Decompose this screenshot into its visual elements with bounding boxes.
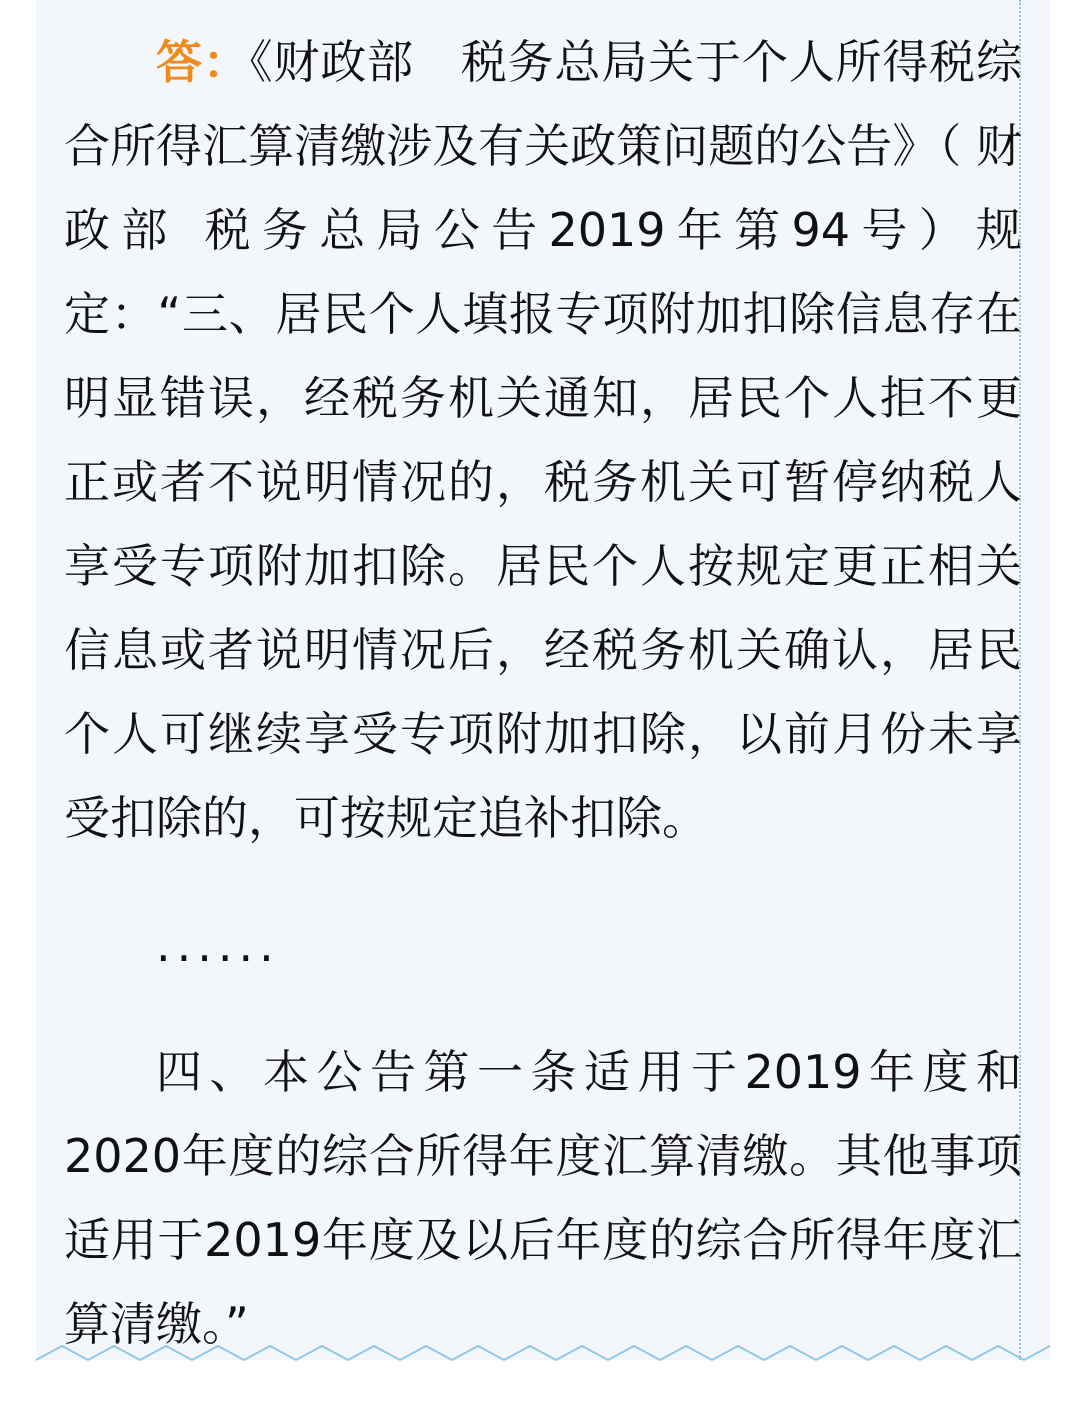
answer-text-block xyxy=(64,20,1022,1366)
answer-paragraph-2: 四、本公告第一条适用于2019年度和2020年度的综合所得年度汇算清缴。其他事项适用于2019年度及以后年度的综合所得年度汇算清缴。” xyxy=(64,1045,1022,1351)
answer-paragraph-1 xyxy=(64,20,1022,860)
wave-divider xyxy=(36,1336,1050,1366)
answer-paragraph-1-text: 《财政部 税务总局关于个人所得税综合所得汇算清缴涉及有关政策问题的公告》（ 财政部 税务总局公告2019年第94号）规定：“三、居民个人填报专项附加扣除信息存在明显错误，经税务机关通知，居民个人拒不更正或者不说明情况的，税务机关可暂停纳税人享受专项附加扣除。居民个人按规定更正相关信息或者说明情况后，经税务机关确认，居民个人可继续享受专项附加扣除，以前月份未享受扣除的，可按规定追补扣除。 xyxy=(64,35,1023,845)
answer-label: 答： xyxy=(156,35,250,89)
ellipsis: ...... xyxy=(156,918,280,972)
